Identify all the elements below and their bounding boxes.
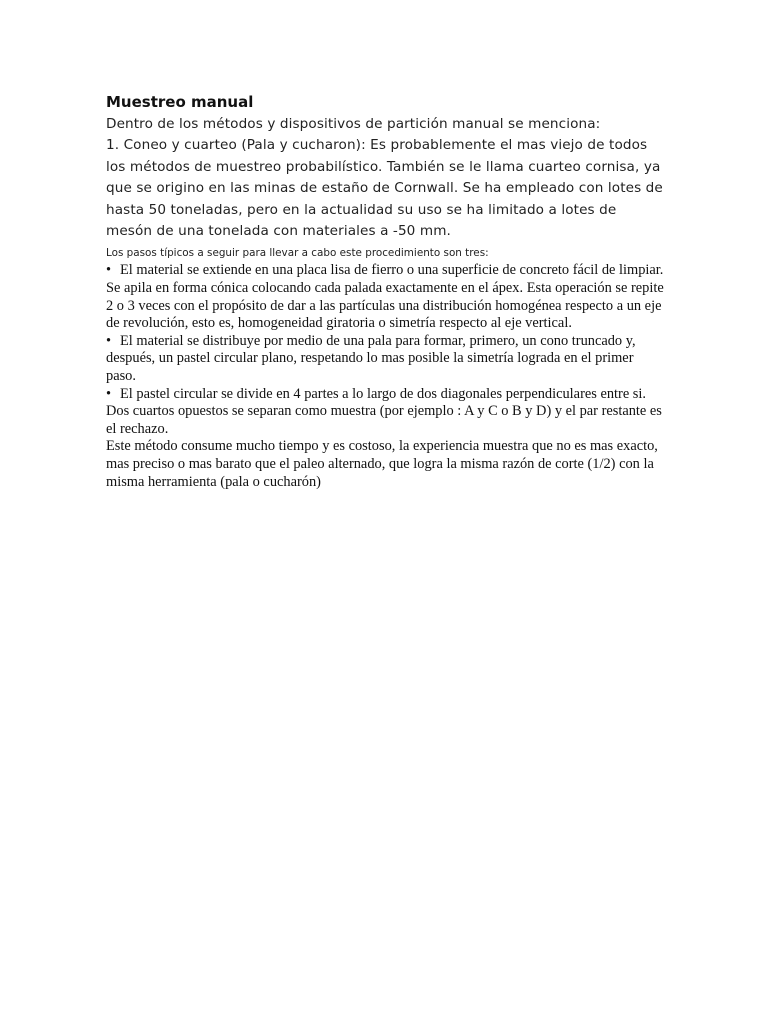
steps-intro: Los pasos típicos a seguir para llevar a cabo este procedimiento son tres: (106, 247, 489, 260)
step-text: El material se distribuye por medio de una pala para formar, primero, un cono truncado y, después, un pastel circular plano, respetando lo mas posible la simetría lograda en el primer paso. (106, 332, 636, 384)
intro-paragraph: Dentro de los métodos y dispositivos de partición manual se menciona: (106, 116, 601, 132)
document-body (106, 92, 666, 491)
step-text: El material se extiende en una placa lisa de fierro o una superficie de concreto fácil de limpiar. Se apila en forma cónica colocando cada palada exactamente en el ápex. Esta operación se repite 2 o 3 veces con el propósito de dar a las partículas una distribución homogénea respecto a un eje de revolución, esto es, homogeneidad giratoria o simetría respecto al eje vertical. (106, 262, 664, 332)
conclusion-paragraph: Este método consume mucho tiempo y es costoso, la experiencia muestra que no es mas exacto, mas preciso o mas barato que el paleo alternado, que logra la misma razón de corte (1/2) con la misma herramienta (pala o cucharón) (106, 438, 658, 490)
section-title: Muestreo manual (106, 93, 254, 111)
bullet-icon: • (106, 262, 112, 279)
step-item (106, 333, 666, 386)
bullet-icon: • (106, 332, 112, 349)
bullet-icon: • (106, 385, 112, 402)
step-text: El pastel circular se divide en 4 partes a lo largo de dos diagonales perpendiculares entre si. Dos cuartos opuestos se separan como muestra (por ejemplo : A y C o B y D) y el par restante es el rechazo. (106, 385, 662, 437)
step-item (106, 262, 666, 332)
step-item (106, 386, 666, 439)
method-paragraph: 1. Coneo y cuarteo (Pala y cucharon): Es probablemente el mas viejo de todos los métodos de muestreo probabilístico. También se le llama cuarteo cornisa, ya que se origino en las minas de estaño de Cornwall. Se ha empleado con lotes de hasta 50 toneladas, pero en la actualidad su uso se ha limitado a lotes de mesón de una tonelada con materiales a -50 mm. (106, 137, 663, 240)
